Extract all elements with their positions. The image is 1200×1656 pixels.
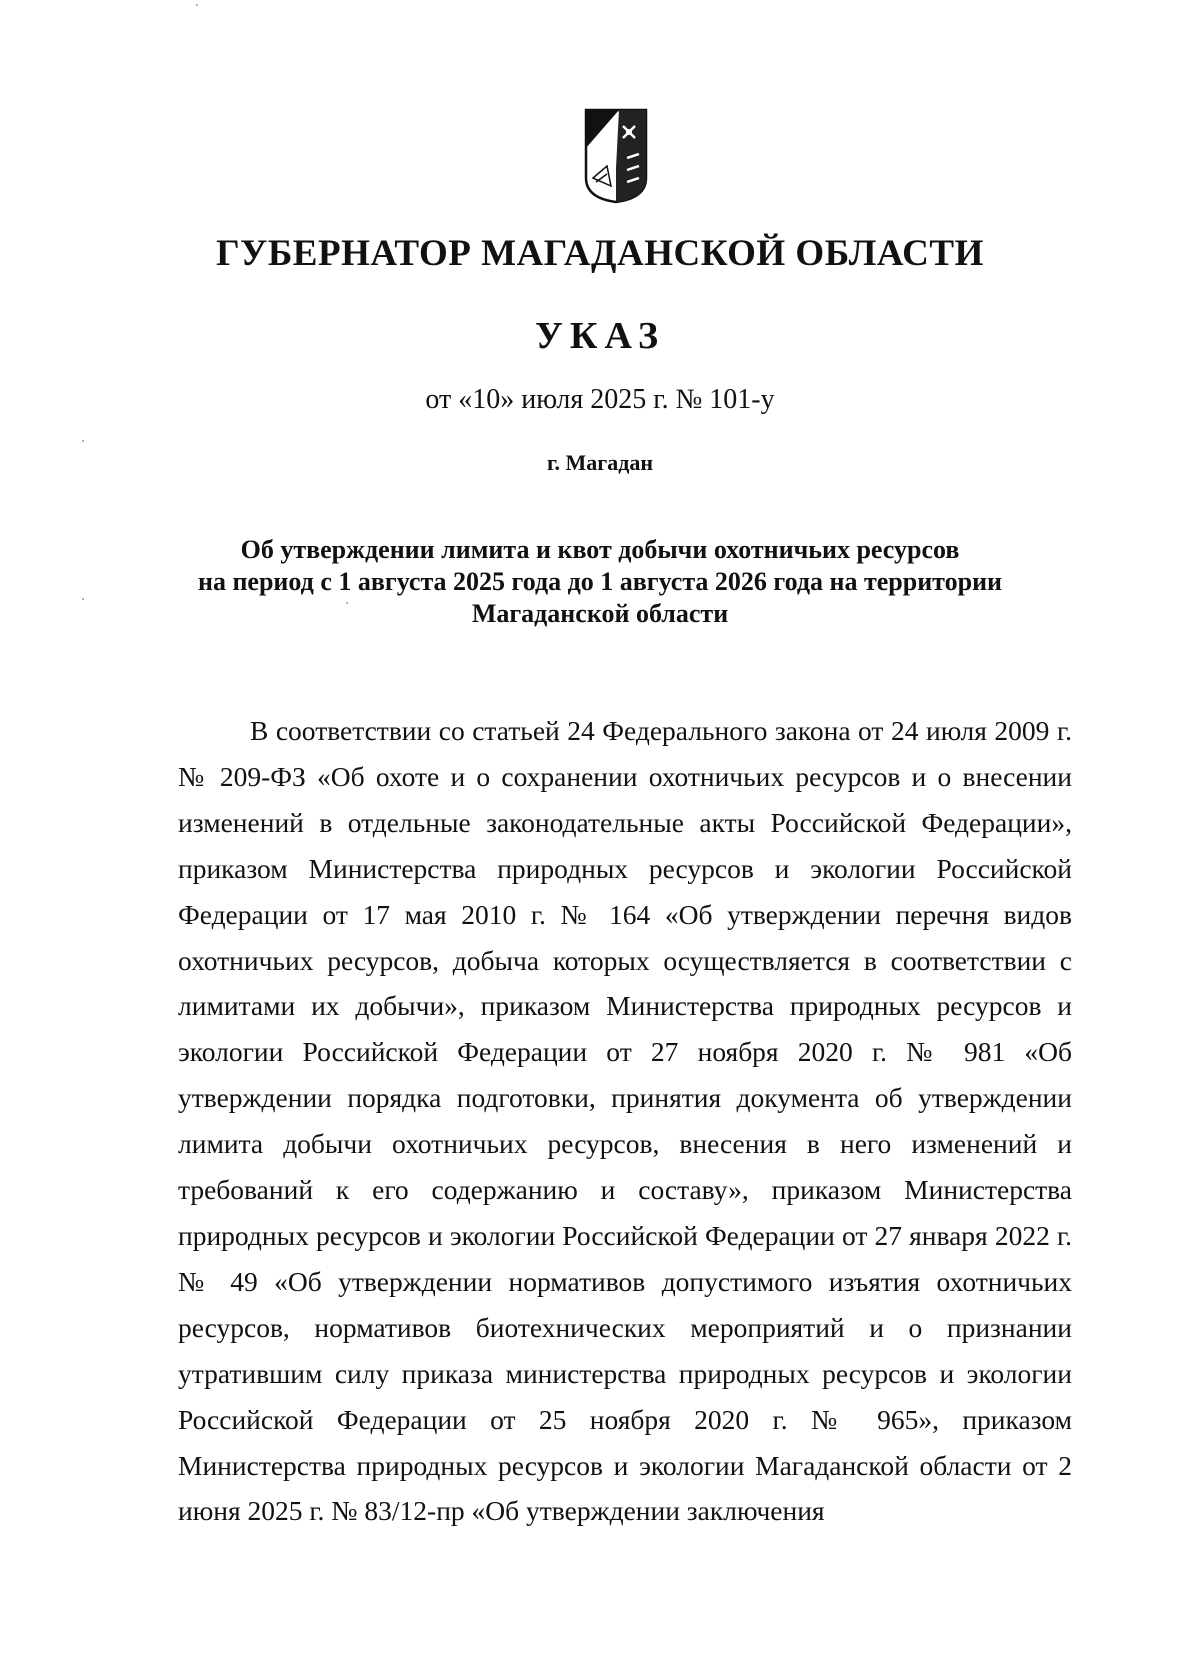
- title-line: Магаданской области: [471, 599, 729, 628]
- title-line: Об утверждении лимита и квот добычи охотничьих ресурсов: [240, 535, 960, 564]
- issuing-authority: ГУБЕРНАТОР МАГАДАНСКОЙ ОБЛАСТИ: [216, 233, 984, 274]
- body-paragraph: В соответствии со статьей 24 Федерального закона от 24 июля 2009 г. № 209-ФЗ «Об охоте и о сохранении охотничьих ресурсов и о внесении изменений в отдельные законодательные акты Российской Федерации», приказом Министерства природных ресурсов и экологии Российской Федерации от 17 мая 2010 г. № 164 «Об утверждении перечня видов охотничьих ресурсов, добыча которых осуществляется в соответствии с лимитами их добычи», приказом Министерства природных ресурсов и экологии Российской Федерации от 27 ноября 2020 г. № 981 «Об утверждении порядка подготовки, принятия документа об утверждении лимита добычи охотничьих ресурсов, внесения в него изменений и требований к его содержанию и составу», приказом Министерства природных ресурсов и экологии Российской Федерации от 27 января 2022 г. № 49 «Об утверждении нормативов допустимого изъятия охотничьих ресурсов, нормативов биотехнических мероприятий и о признании утратившим силу приказа министерства природных ресурсов и экологии Российской Федерации от 25 ноября 2020 г. № 965», приказом Министерства природных ресурсов и экологии Магаданской области от 2 июня 2025 г. № 83/12-пр «Об утверждении заключения: [178, 715, 1072, 1527]
- date-and-number: от «10» июля 2025 г. № 101-у: [425, 384, 775, 415]
- coat-of-arms-icon: [583, 108, 649, 204]
- title-line: на период с 1 августа 2025 года до 1 августа 2026 года на территории: [197, 567, 1003, 596]
- document-title: [0, 534, 1200, 630]
- scan-speck: [346, 602, 348, 604]
- document-type: УКАЗ: [535, 315, 665, 357]
- scan-speck: [196, 4, 198, 6]
- city: г. Магадан: [546, 450, 654, 475]
- scan-speck: [82, 598, 84, 600]
- scan-speck: [82, 440, 84, 442]
